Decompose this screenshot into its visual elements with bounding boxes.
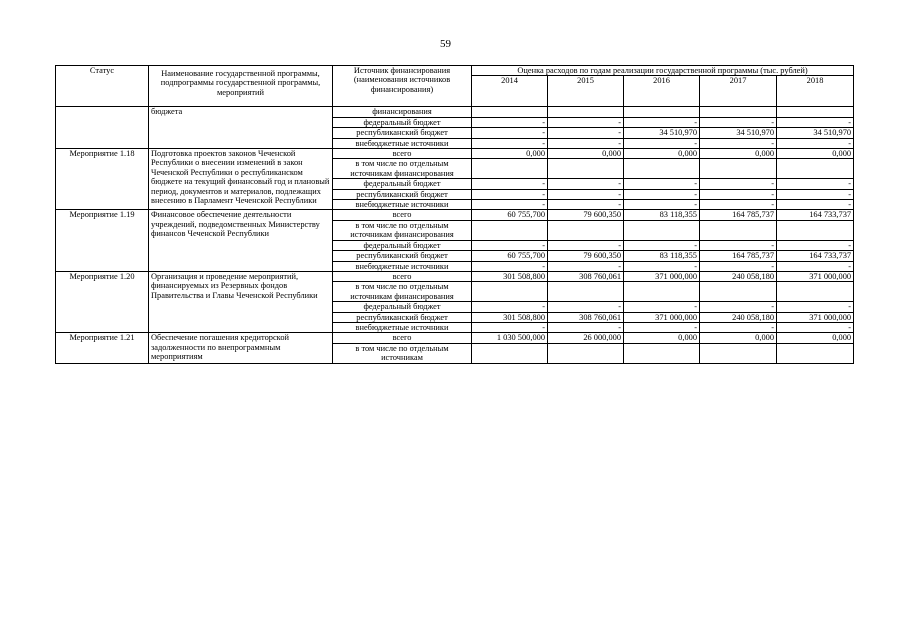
value-cell: - [700,261,777,271]
value-cell: - [777,200,854,210]
value-cell: 0,000 [777,149,854,159]
table-row [56,271,854,281]
value-cell: - [700,302,777,312]
value-cell: - [472,138,548,148]
value-cell: 0,000 [624,149,700,159]
value-cell: - [472,128,548,138]
source-cell: федеральный бюджет [333,302,472,312]
value-cell: - [624,117,700,127]
status-cell: Мероприятие 1.19 [56,210,149,271]
source-cell: в том числе по отдельным источникам [333,343,472,363]
value-cell: - [700,138,777,148]
value-cell: - [548,261,624,271]
value-cell: - [624,138,700,148]
value-cell: - [624,179,700,189]
value-cell: 164 785,737 [700,210,777,220]
value-cell: 240 058,180 [700,312,777,322]
value-cell: 83 118,355 [624,251,700,261]
value-cell: - [548,189,624,199]
value-cell: 371 000,000 [624,312,700,322]
value-cell: 79 600,350 [548,210,624,220]
value-cell: - [548,200,624,210]
value-cell: - [472,117,548,127]
name-cell: Подготовка проектов законов Чеченской Республики о внесении изменений в закон Чеченской Республики о республиканском бюджете на текущий финансовый год и плановый период, документов и материалов, подлежащих внесению в Парламент Чеченской Республики [149,149,333,210]
name-cell: Организация и проведение мероприятий, финансируемых из Резервных фондов Правительства и Главы Чеченской Республики [149,271,333,332]
value-cell [472,220,548,240]
value-cell [700,107,777,117]
value-cell [777,282,854,302]
year-header: 2018 [777,76,854,107]
value-cell: - [777,240,854,250]
value-cell: - [700,322,777,332]
value-cell: - [777,138,854,148]
source-cell: федеральный бюджет [333,117,472,127]
value-cell: - [548,240,624,250]
source-cell: в том числе по отдельным источникам финансирования [333,282,472,302]
year-header: 2016 [624,76,700,107]
value-cell: - [548,128,624,138]
source-cell: в том числе по отдельным источникам финансирования [333,159,472,179]
name-header: Наименование государственной программы, подпрограммы государственной программы, мероприятий [149,66,333,107]
value-cell [777,159,854,179]
value-cell [700,282,777,302]
source-cell: федеральный бюджет [333,240,472,250]
value-cell: - [777,189,854,199]
page-number: 59 [440,38,451,50]
value-cell [624,220,700,240]
value-cell: 371 000,000 [777,271,854,281]
value-cell: - [548,322,624,332]
value-cell: - [548,138,624,148]
value-cell: 164 733,737 [777,251,854,261]
source-cell: всего [333,149,472,159]
value-cell: - [624,200,700,210]
value-cell: - [472,179,548,189]
value-cell: 164 785,737 [700,251,777,261]
value-cell: - [548,302,624,312]
value-cell: - [624,322,700,332]
value-cell: 301 508,800 [472,312,548,322]
value-cell: - [472,302,548,312]
value-cell [472,159,548,179]
value-cell: - [777,322,854,332]
name-cell: бюджета [149,107,333,149]
status-cell: Мероприятие 1.21 [56,333,149,363]
value-cell: - [472,240,548,250]
value-cell: 60 755,700 [472,251,548,261]
value-cell: 1 030 500,000 [472,333,548,343]
value-cell: 0,000 [700,333,777,343]
estimate-header: Оценка расходов по годам реализации государственной программы (тыс. рублей) [472,66,854,76]
table-row [56,210,854,220]
status-cell: Мероприятие 1.20 [56,271,149,332]
value-cell: 0,000 [548,149,624,159]
value-cell: 0,000 [777,333,854,343]
value-cell: - [548,179,624,189]
value-cell: - [700,240,777,250]
source-header: Источник финансирования (наименования источников финансирования) [333,66,472,107]
value-cell: - [777,261,854,271]
value-cell [548,343,624,363]
value-cell: 34 510,970 [624,128,700,138]
value-cell: 34 510,970 [700,128,777,138]
value-cell [700,343,777,363]
value-cell: - [472,261,548,271]
budget-table [55,65,854,364]
value-cell [700,220,777,240]
value-cell [472,282,548,302]
source-cell: внебюджетные источники [333,261,472,271]
value-cell [472,107,548,117]
value-cell: - [700,179,777,189]
value-cell: - [548,117,624,127]
value-cell: - [700,117,777,127]
value-cell: 308 760,061 [548,271,624,281]
year-header: 2014 [472,76,548,107]
status-cell: Мероприятие 1.18 [56,149,149,210]
value-cell: - [624,189,700,199]
value-cell: 164 733,737 [777,210,854,220]
value-cell: - [472,200,548,210]
year-header: 2017 [700,76,777,107]
source-cell: внебюджетные источники [333,200,472,210]
value-cell: - [624,240,700,250]
value-cell: 308 760,061 [548,312,624,322]
year-header: 2015 [548,76,624,107]
value-cell: - [777,117,854,127]
source-cell: всего [333,271,472,281]
value-cell: 0,000 [700,149,777,159]
source-cell: в том числе по отдельным источникам финансирования [333,220,472,240]
value-cell: - [777,179,854,189]
status-cell [56,107,149,149]
value-cell [548,220,624,240]
value-cell: - [472,322,548,332]
value-cell [624,282,700,302]
value-cell: 371 000,000 [624,271,700,281]
value-cell: 60 755,700 [472,210,548,220]
value-cell [472,343,548,363]
value-cell [777,343,854,363]
source-cell: всего [333,210,472,220]
value-cell [624,107,700,117]
source-cell: республиканский бюджет [333,189,472,199]
table-row [56,107,854,117]
value-cell: - [624,261,700,271]
value-cell [700,159,777,179]
value-cell: 83 118,355 [624,210,700,220]
name-cell: Финансовое обеспечение деятельности учреждений, подведомственных Министерству финансов Чеченской Республики [149,210,333,271]
value-cell [548,107,624,117]
value-cell: 0,000 [624,333,700,343]
value-cell: 0,000 [472,149,548,159]
value-cell: 26 000,000 [548,333,624,343]
value-cell: - [777,302,854,312]
value-cell [777,107,854,117]
value-cell: 301 508,800 [472,271,548,281]
name-cell: Обеспечение погашения кредиторской задолженности по внепрограммным мероприятиям [149,333,333,363]
header-row [56,66,854,76]
value-cell [624,343,700,363]
value-cell [548,282,624,302]
status-header: Статус [56,66,149,107]
table-row [56,149,854,159]
table-row [56,333,854,343]
value-cell [777,220,854,240]
value-cell [548,159,624,179]
source-cell: федеральный бюджет [333,179,472,189]
source-cell: республиканский бюджет [333,312,472,322]
value-cell: - [700,200,777,210]
source-cell: финансирования [333,107,472,117]
value-cell: 79 600,350 [548,251,624,261]
value-cell [624,159,700,179]
value-cell: 371 000,000 [777,312,854,322]
value-cell: - [700,189,777,199]
source-cell: внебюджетные источники [333,138,472,148]
value-cell: 34 510,970 [777,128,854,138]
value-cell: 240 058,180 [700,271,777,281]
value-cell: - [624,302,700,312]
source-cell: республиканский бюджет [333,128,472,138]
source-cell: всего [333,333,472,343]
source-cell: республиканский бюджет [333,251,472,261]
source-cell: внебюджетные источники [333,322,472,332]
value-cell: - [472,189,548,199]
